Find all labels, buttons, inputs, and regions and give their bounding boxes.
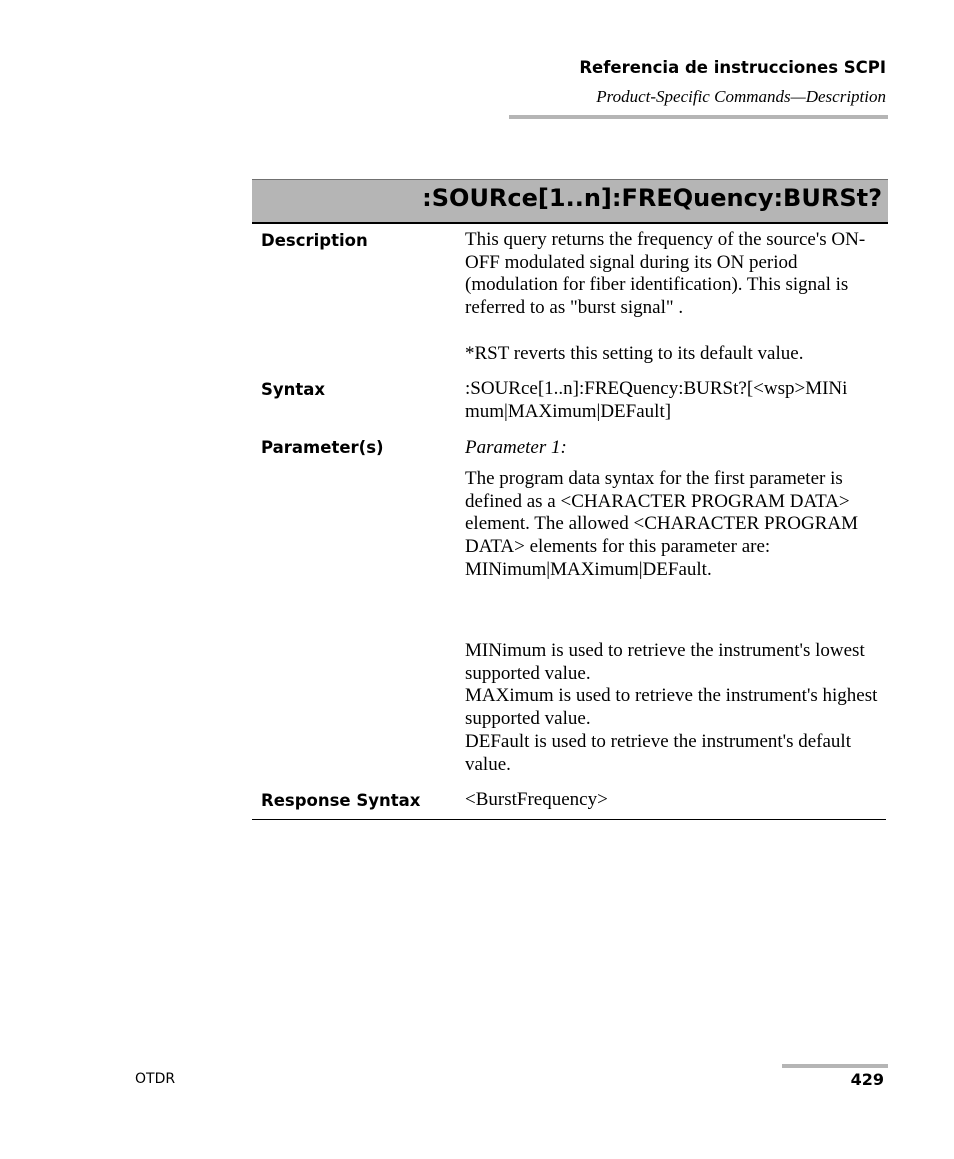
description-note: *RST reverts this setting to its default value. [465,343,804,364]
parameter-detail-default: DEFault is used to retrieve the instrument's default value. [465,731,851,775]
syntax-label: Syntax [261,380,326,399]
description-label: Description [261,231,368,250]
footer-divider [782,1064,888,1068]
parameter-heading: Parameter 1: [465,437,567,458]
command-title: :SOURce[1..n]:FREQuency:BURSt? [422,184,882,212]
page-number: 429 [850,1070,884,1089]
command-title-bar [252,179,888,224]
footer-product-name: OTDR [135,1071,176,1087]
response-syntax-label: Response Syntax [261,791,421,810]
parameter-description: The program data syntax for the first parameter is defined as a <CHARACTER PROGRAM DATA> element. The allowed <CHARACTER PROGRAM DATA> elements for this parameter are: MINimum|MAXimum|DEFault. [465,468,858,580]
header-subtitle: Product-Specific Commands—Description [596,87,886,106]
header-title: Referencia de instrucciones SCPI [579,58,886,77]
description-text: This query returns the frequency of the source's ON-OFF modulated signal during its ON period (modulation for fiber identification). This signal is referred to as "burst signal" . [465,229,866,319]
table-bottom-rule [252,819,886,820]
syntax-line-1: :SOURce[1..n]:FREQuency:BURSt?[<wsp>MINi [465,378,848,399]
parameter-detail-minimum: MINimum is used to retrieve the instrument's lowest supported value. [465,640,865,684]
header-divider [509,115,888,119]
parameters-label: Parameter(s) [261,438,384,457]
syntax-line-2: mum|MAXimum|DEFault] [465,401,672,422]
response-syntax-text: <BurstFrequency> [465,789,608,810]
parameter-detail-maximum: MAXimum is used to retrieve the instrument's highest supported value. [465,685,878,729]
